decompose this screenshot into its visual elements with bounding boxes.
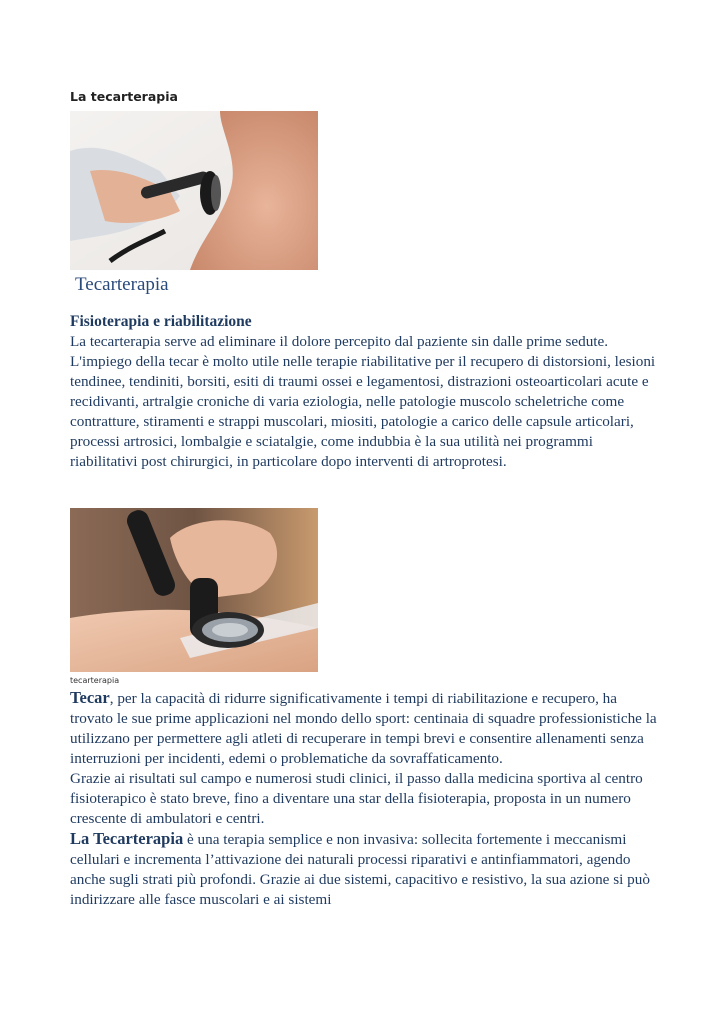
image-caption: tecarterapia [70, 676, 120, 685]
tecar-treatment-photo [70, 508, 318, 672]
lead-word: Tecar [70, 688, 110, 707]
paragraph: L'impiego della tecar è molto utile nelle terapie riabilitative per il recupero di distorsioni, lesioni tendinee, tendiniti, borsiti, esiti di traumi ossei e legamentosi, distrazioni osteoarticolari acute e recidivanti, artralgie croniche di varia eziologia, nelle patologie muscolo scheletriche come contratture, stiramenti e strappi muscolari, miositi, patologie a carico delle capsule articolari, processi artrosici, lombalgie e sciatalgie, come indubbia è la sua utilità nei programmi riabilitativi post chirurgici, in particolare dopo interventi di artroprotesi. [70, 353, 656, 470]
paragraph-text: è una terapia semplice e non invasiva: sollecita fortemente i meccanismi cellulari e incrementa l’attivazione dei naturali processi riparativi e antinfiammatori, agendo anche sugli strati più profondi. Grazie ai due sistemi, capacitivo e resistivo, la sua azione si può indirizzare alle fasce muscolari e ai sistemi [70, 831, 650, 908]
paragraph: Grazie ai risultati sul campo e numerosi studi clinici, il passo dalla medicina sportiva al centro fisioterapico è stato breve, fino a diventare una star della fisioterapia, proposta in un numero crescente di ambulatori e centri. [70, 770, 643, 827]
section-tecar [70, 688, 660, 910]
page-header: La tecarterapia [70, 89, 178, 104]
subheading: Fisioterapia e riabilitazione [70, 313, 252, 330]
paragraph [70, 688, 660, 769]
paragraph: La tecarterapia serve ad eliminare il dolore percepito dal paziente sin dalle prime sedute. [70, 333, 609, 350]
section-fisioterapia [70, 312, 660, 472]
paragraph [70, 829, 660, 910]
paragraph-text: , per la capacità di ridurre significativamente i tempi di riabilitazione e recupero, ha trovato le sue prime applicazioni nel mondo dello sport: centinaia di squadre professionistiche la utilizzano per permettere agli atleti di recuperare in tempi brevi e consentire allenamenti senza interruzioni per incidenti, edemi o problematiche da sovraffaticamento. [70, 690, 657, 767]
tecar-shoulder-photo [70, 111, 318, 270]
article-title: Tecarterapia [75, 274, 169, 295]
lead-word: La Tecarterapia [70, 829, 184, 848]
